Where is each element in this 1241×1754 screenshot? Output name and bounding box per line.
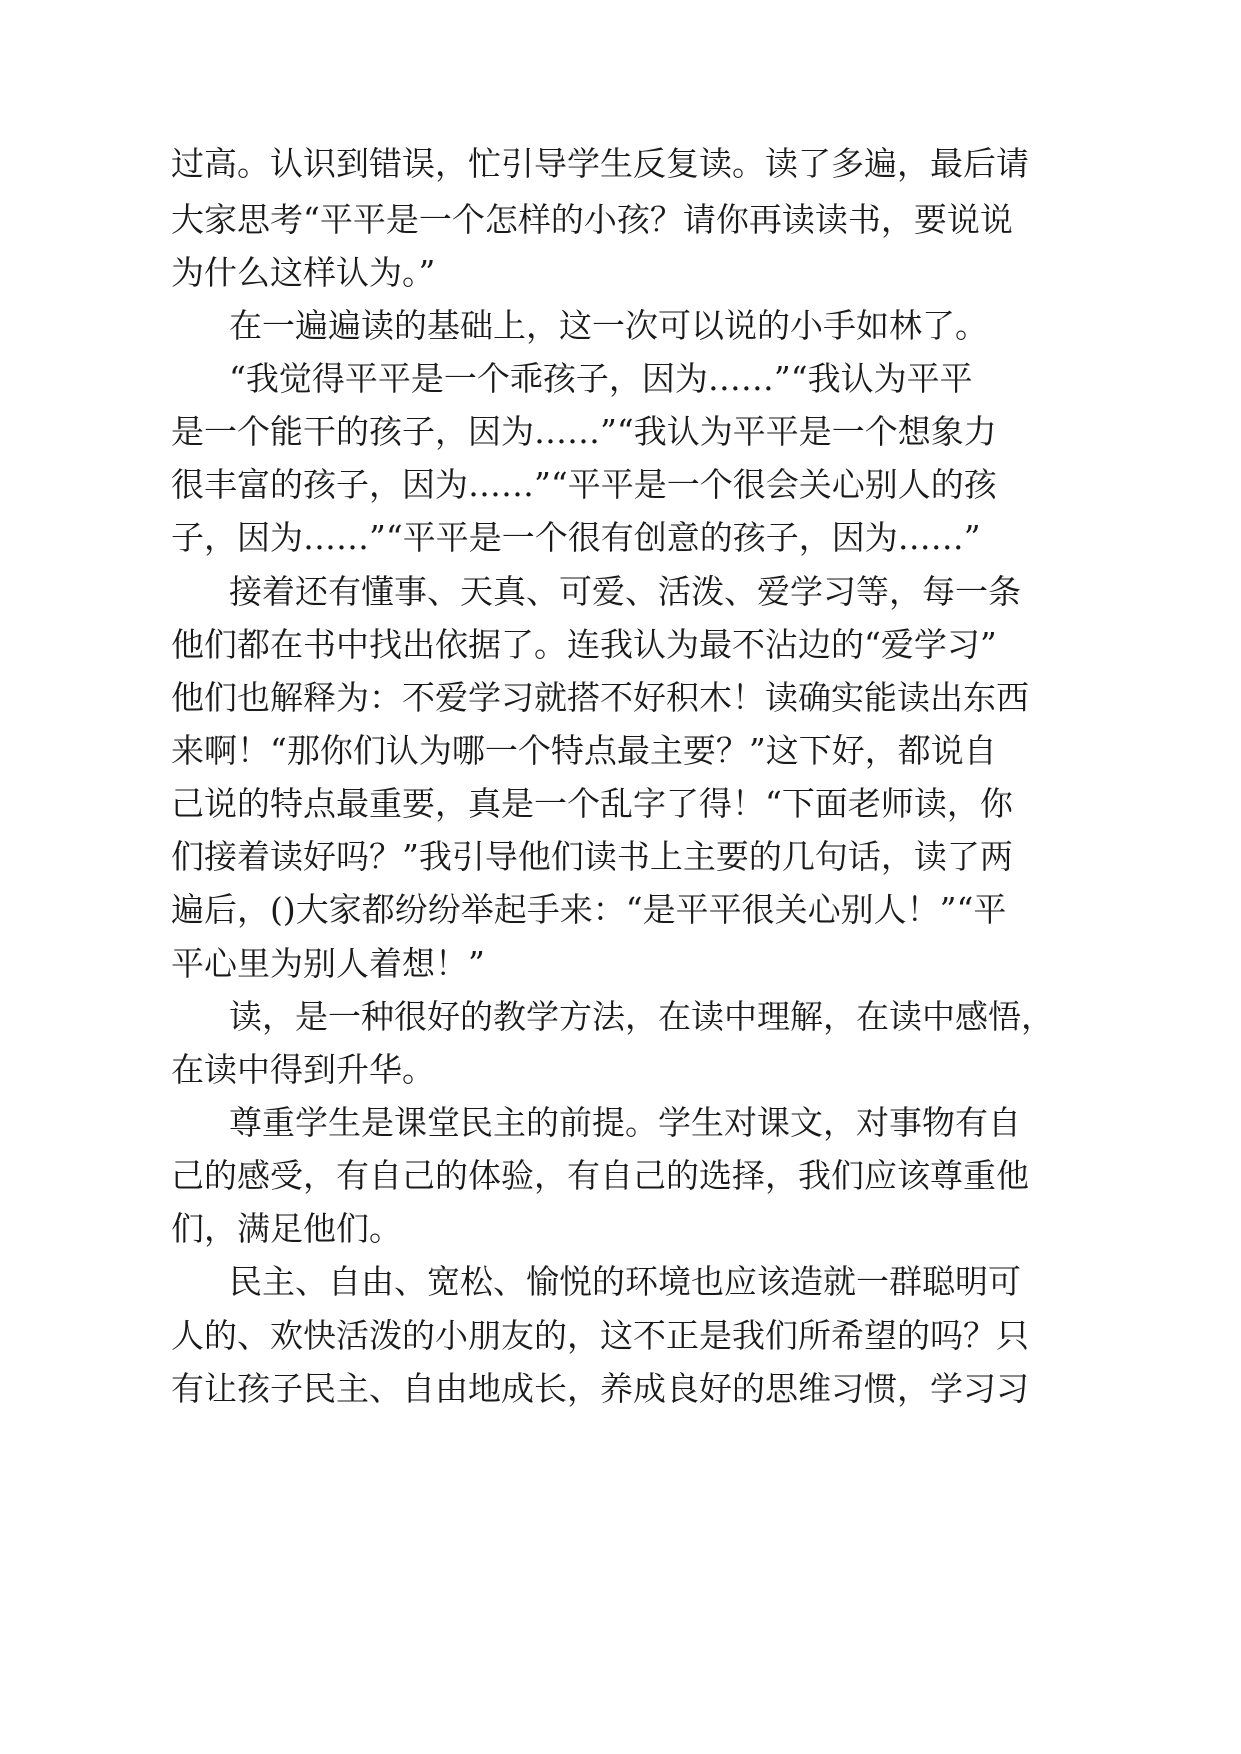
text-line: “我觉得平平是一个乖孩子，因为……”“我认为平平 [229, 359, 973, 398]
text-line: 接着还有懂事、天真、可爱、活泼、爱学习等，每一条 [229, 572, 1021, 611]
text-line: 他们都在书中找出依据了。连我认为最不沾边的“爱学习” [171, 625, 997, 664]
text-line: 为什么这样认为。” [171, 253, 436, 292]
text-line: 在一遍遍读的基础上，这一次可以说的小手如林了。 [229, 306, 988, 345]
text-line: 有让孩子民主、自由地成长，养成良好的思维习惯，学习习 [171, 1369, 1029, 1408]
text-line: 尊重学生是课堂民主的前提。学生对课文，对事物有自 [229, 1103, 1021, 1142]
text-line: 很丰富的孩子，因为……”“平平是一个很会关心别人的孩 [171, 465, 997, 504]
text-line: 平心里为别人着想！” [171, 944, 485, 983]
text-line: 们接着读好吗？”我引导他们读书上主要的几句话，读了两 [171, 837, 1013, 876]
text-line: 子，因为……”“平平是一个很有创意的孩子，因为……” [171, 518, 981, 557]
text-line: 他们也解释为：不爱学习就搭不好积木！读确实能读出东西 [171, 678, 1029, 717]
text-line: 大家思考“平平是一个怎样的小孩？请你再读读书，要说说 [171, 200, 1013, 239]
text-line: 来啊！“那你们认为哪一个特点最主要？”这下好，都说自 [171, 731, 997, 770]
text-line: 己说的特点最重要，真是一个乱字了得！“下面老师读，你 [171, 784, 1013, 823]
text-line: 己的感受，有自己的体验，有自己的选择，我们应该尊重他 [171, 1156, 1029, 1195]
text-line: 遍后，()大家都纷纷举起手来：“是平平很关心别人！”“平 [171, 890, 1007, 929]
text-line: 在读中得到升华。 [171, 1050, 435, 1089]
text-line: 是一个能干的孩子，因为……”“我认为平平是一个想象力 [171, 412, 997, 451]
text-line: 人的、欢快活泼的小朋友的，这不正是我们所希望的吗？只 [171, 1316, 1029, 1355]
text-line: 读，是一种很好的教学方法，在读中理解，在读中感悟， [229, 997, 1054, 1036]
text-line: 民主、自由、宽松、愉悦的环境也应该造就一群聪明可 [229, 1262, 1021, 1301]
text-line: 们，满足他们。 [171, 1209, 402, 1248]
text-line: 过高。认识到错误，忙引导学生反复读。读了多遍，最后请 [171, 144, 1029, 183]
